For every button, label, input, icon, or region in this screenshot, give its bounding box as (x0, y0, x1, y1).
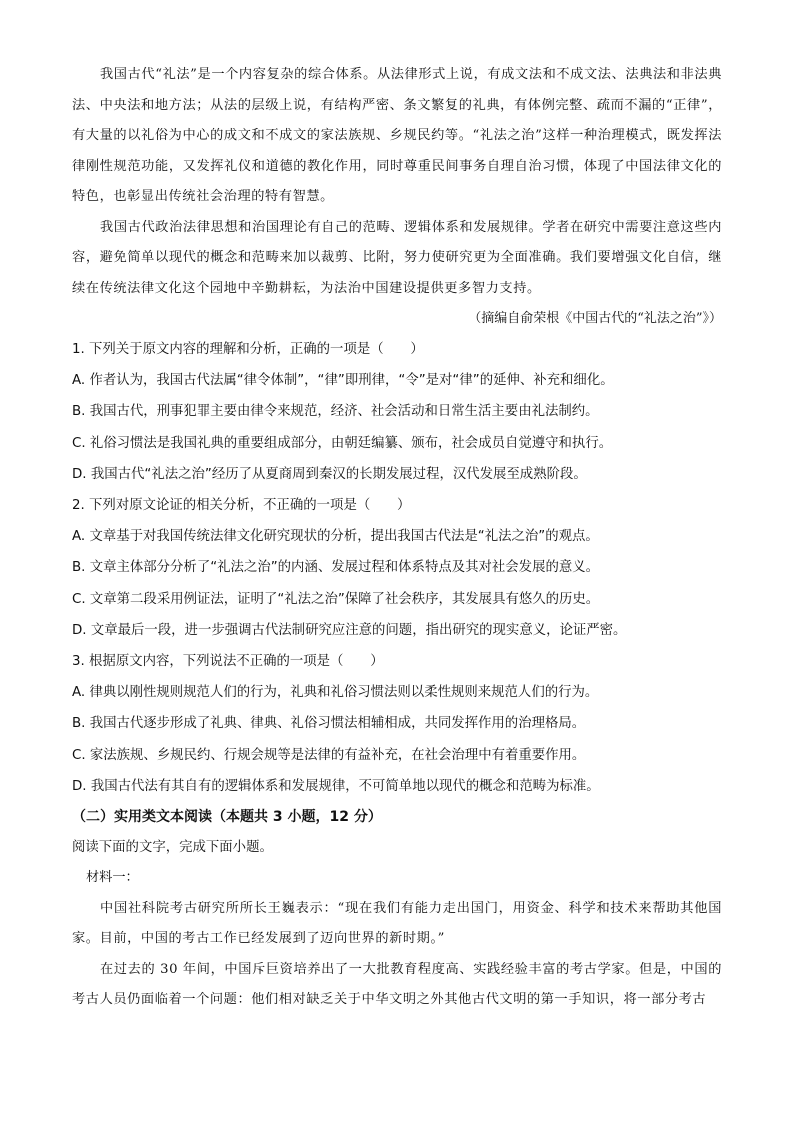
option-d: D. 我国古代“礼法之治”经历了从夏商周到秦汉的长期发展过程，汉代发展至成熟阶段。 (72, 466, 587, 482)
option-c: C. 礼俗习惯法是我国礼典的重要组成部分，由朝廷编纂、颁布，社会成员自觉遵守和执行。 (72, 435, 613, 451)
option-b: B. 我国古代，刑事犯罪主要由律令来规范，经济、社会活动和日常生活主要由礼法制约。 (72, 404, 599, 420)
option-a: A. 文章基于对我国传统法律文化研究现状的分析，提出我国古代法是“礼法之治”的观点。 (72, 529, 599, 545)
material-label: 材料一： (86, 870, 139, 886)
question-stem: 1. 下列关于原文内容的理解和分析，正确的一项是（ ） (72, 342, 424, 357)
option-a: A. 律典以刚性规则规范人们的行为，礼典和礼俗习惯法则以柔性规则来规范人们的行为。 (72, 685, 599, 701)
option-b: B. 我国古代逐步形成了礼典、律典、礼俗习惯法相辅相成，共同发挥作用的治理格局。 (72, 716, 586, 732)
question-3 (72, 646, 722, 802)
option-b: B. 文章主体部分分析了“礼法之治”的内涵、发展过程和体系特点及其对社会发展的意义。 (72, 560, 600, 576)
section-instruction: 阅读下面的文字，完成下面小题。 (72, 840, 273, 856)
option-a: A. 作者认为，我国古代法属“律令体制”，“律”即刑律，“令”是对“律”的延伸、补充和细化。 (72, 373, 614, 389)
question-stem: 2. 下列对原文论证的相关分析，不正确的一项是（ ） (72, 498, 411, 514)
option-d: D. 我国古代法有其自有的逻辑体系和发展规律，不可简单地以现代的概念和范畴为标准。 (72, 778, 600, 794)
option-c: C. 文章第二段采用例证法，证明了“礼法之治”保障了社会秩序，其发展具有悠久的历史。 (72, 591, 600, 607)
question-1 (72, 334, 722, 490)
question-2 (72, 490, 722, 646)
question-stem: 3. 根据原文内容，下列说法不正确的一项是（ ） (72, 654, 384, 670)
passage-paragraph: 我国古代政治法律思想和治国理论有自己的范畴、逻辑体系和发展规律。学者在研究中需要注意这些内容，避免简单以现代的概念和范畴来加以裁剪、比附，努力使研究更为全面准确。我们要增强文化自信，继续在传统法律文化这个园地中辛勤耕耘，为法治中国建设提供更多智力支持。 (72, 219, 722, 296)
document-page (72, 60, 722, 1016)
material-paragraph: 中国社科院考古研究所所长王巍表示：“现在我们有能力走出国门，用资金、科学和技术来帮助其他国家。目前，中国的考古工作已经发展到了迈向世界的新时期。” (72, 900, 722, 947)
option-d: D. 文章最后一段，进一步强调古代法制研究应注意的问题，指出研究的现实意义，论证严密。 (72, 622, 627, 638)
section-title: （二）实用类文本阅读（本题共 3 小题，12 分） (72, 809, 382, 826)
passage-source: （摘编自俞荣根《中国古代的“礼法之治”》） (468, 311, 722, 326)
material-paragraph: 在过去的 30 年间，中国斥巨资培养出了一大批教育程度高、实践经验丰富的考古学家。但是，中国的考古人员仍面临着一个问题：他们相对缺乏关于中华文明之外其他古代文明的第一手知识，将一部分考古 (72, 961, 722, 1008)
passage-paragraph: 我国古代“礼法”是一个内容复杂的综合体系。从法律形式上说，有成文法和不成文法、法典法和非法典法、中央法和地方法；从法的层级上说，有结构严密、条文繁复的礼典，有体例完整、疏而不漏的“正律”，有大量的以礼俗为中心的成文和不成文的家法族规、乡规民约等。“礼法之治”这样一种治理模式，既发挥法律刚性规范功能，又发挥礼仪和道德的教化作用，同时尊重民间事务自理自治习惯，体现了中国法律文化的特色，也彰显出传统社会治理的特有智慧。 (72, 67, 722, 204)
option-c: C. 家法族规、乡规民约、行规会规等是法律的有益补充，在社会治理中有着重要作用。 (72, 747, 586, 763)
